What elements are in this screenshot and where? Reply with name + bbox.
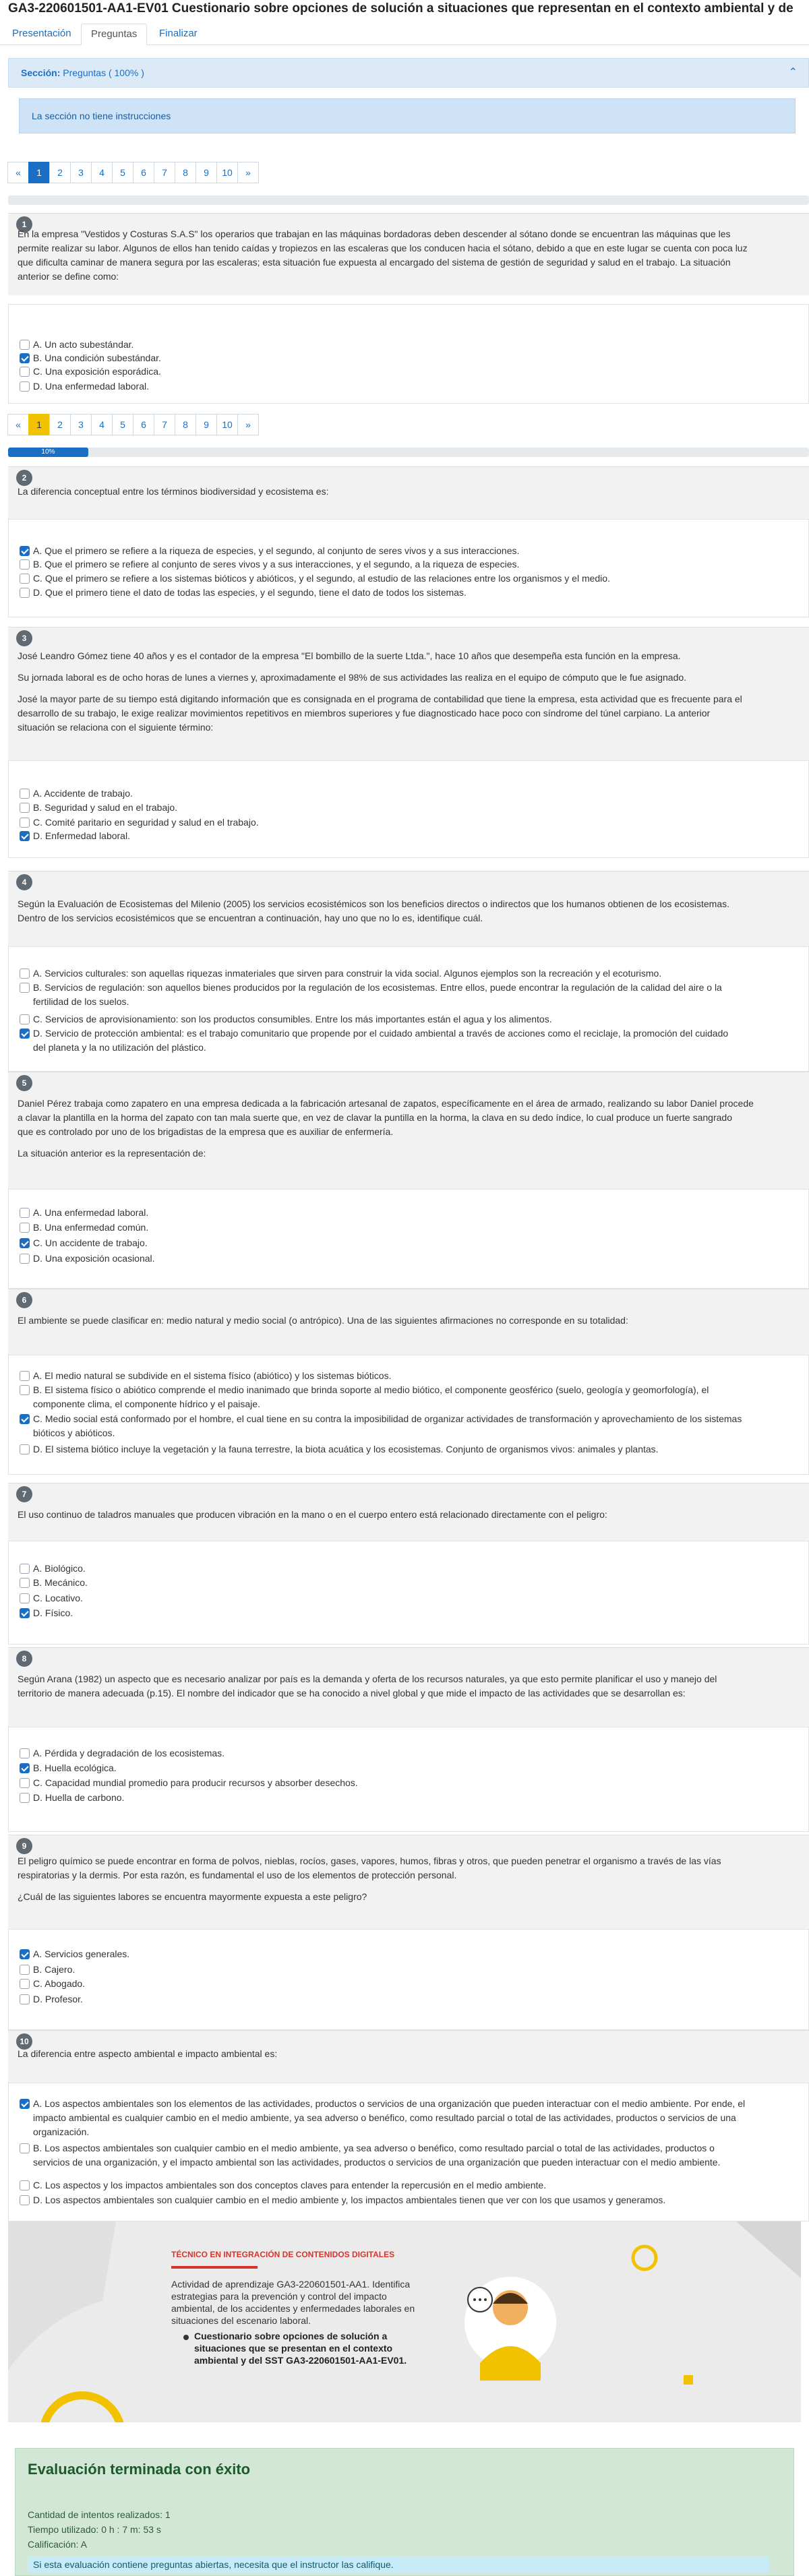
option-label: del planeta y la no utilización del plástico. <box>33 1042 206 1053</box>
option-checkbox[interactable] <box>20 1979 30 1989</box>
option-label: fertilidad de los suelos. <box>33 996 129 1007</box>
question-text-line: desarrollo de su trabajo, le exige realizar movimientos repetitivos en miembros superiores y fue diagnosticado hace poco con síndrome del túnel carpiano. La anterior <box>18 708 711 718</box>
option-checkbox[interactable] <box>20 1029 30 1039</box>
pager-page[interactable]: 3 <box>70 162 92 183</box>
option-d[interactable] <box>20 1606 795 1620</box>
question-text <box>18 649 800 735</box>
option-label: D. El sistema biótico incluye la vegetación y la fauna terrestre, la biota acuática y los ecosistemas. Conjunto de organismos vivos: animales y plantas. <box>33 1444 659 1454</box>
question-text <box>18 485 800 499</box>
option-checkbox[interactable] <box>20 1994 30 2004</box>
question-text-line: Daniel Pérez trabaja como zapatero en una empresa dedicada a la fabricación artesanal de zapatos, específicamente en el área de armado, realizando su labor Daniel procede <box>18 1098 754 1109</box>
question-block <box>8 1289 809 1355</box>
option-label: A. Pérdida y degradación de los ecosistemas. <box>33 1748 225 1758</box>
option-b[interactable] <box>20 1576 795 1590</box>
chevron-up-icon[interactable]: ⌃ <box>788 67 798 78</box>
option-checkbox[interactable] <box>20 1748 30 1758</box>
section-header[interactable] <box>8 58 809 88</box>
option-b[interactable] <box>20 1383 795 1411</box>
course-banner <box>8 2221 801 2422</box>
option-label: organización. <box>33 2126 90 2137</box>
pager-next[interactable]: » <box>237 162 259 183</box>
option-label: C. Los aspectos y los impactos ambientales son dos conceptos claves para entender la repercusión en el medio ambiente. <box>33 2180 547 2190</box>
question-text <box>18 1314 800 1328</box>
banner-body-line: situaciones del escenario laboral. <box>171 2315 311 2326</box>
red-underline <box>171 2266 258 2269</box>
option-a[interactable] <box>20 544 795 558</box>
option-c[interactable] <box>20 1012 795 1026</box>
option-label: A. Los aspectos ambientales son los elementos de las actividades, productos o servicios de una organización que pueden interactuar con el medio ambiente. Por ende, el <box>33 2098 746 2109</box>
option-checkbox[interactable] <box>20 353 30 363</box>
option-checkbox[interactable] <box>20 789 30 799</box>
question-text-line: respiratorias y la dermis. Por esta razón, es fundamental el uso de los elementos de protección personal. <box>18 1870 457 1880</box>
pager-page[interactable]: 4 <box>91 414 113 435</box>
option-c[interactable] <box>20 816 795 830</box>
pager-page[interactable]: 9 <box>196 162 217 183</box>
option-label: D. Físico. <box>33 1607 73 1618</box>
option-d[interactable] <box>20 586 795 600</box>
question-number: 8 <box>16 1651 32 1667</box>
question-text-line <box>18 1139 800 1146</box>
option-checkbox[interactable] <box>20 1385 30 1395</box>
tab-finalizar[interactable]: Finalizar <box>159 28 198 39</box>
option-checkbox[interactable] <box>20 1444 30 1454</box>
option-label: D. Profesor. <box>33 1994 83 2004</box>
option-checkbox[interactable] <box>20 969 30 979</box>
option-c[interactable] <box>20 572 795 586</box>
banner-bullet-line: ambiental y del SST GA3-220601501-AA1-EV01. <box>194 2355 407 2366</box>
option-a[interactable] <box>20 1947 795 1961</box>
options-block <box>8 760 809 858</box>
option-c[interactable] <box>20 1776 795 1790</box>
question-text-line: a clavar la plantilla en la horma del zapato con tan mala suerte que, en vez de clavar la puntilla en la horma, la clava en su dedo índice, lo cual produce un fuerte sangrado <box>18 1112 732 1123</box>
option-checkbox[interactable] <box>20 2143 30 2153</box>
banner-body-line: estrategias para la prevención y control del impacto <box>171 2291 387 2302</box>
option-c[interactable] <box>20 2178 795 2192</box>
question-text <box>18 1854 800 1904</box>
options-block <box>8 1929 809 2030</box>
question-text-line: El uso continuo de taladros manuales que producen vibración en la mano o en el cuerpo entero está relacionado directamente con el peligro: <box>18 1509 607 1520</box>
option-label: D. Los aspectos ambientales son cualquier cambio en el medio ambiente y, los impactos ambientales tienen que ver con los que usamos y generamos. <box>33 2195 666 2205</box>
option-d[interactable] <box>20 829 795 843</box>
options-block <box>8 519 809 617</box>
question-number: 6 <box>16 1292 32 1308</box>
option-a[interactable] <box>20 967 795 981</box>
page-title: GA3-220601501-AA1-EV01 Cuestionario sobre opciones de solución a situaciones que representan en el contexto ambiental y de <box>8 1 793 16</box>
option-checkbox[interactable] <box>20 818 30 828</box>
pager-page[interactable]: 7 <box>154 162 175 183</box>
question-number: 3 <box>16 630 32 646</box>
question-number: 1 <box>16 216 32 233</box>
pager-page[interactable]: 6 <box>133 414 154 435</box>
option-label: D. Una exposición ocasional. <box>33 1253 155 1264</box>
pager-prev[interactable]: « <box>7 162 29 183</box>
question-text-line: El ambiente se puede clasificar en: medio natural y medio social (o antrópico). Una de las siguientes afirmaciones no corresponde en su totalidad: <box>18 1315 628 1326</box>
option-checkbox[interactable] <box>20 2195 30 2205</box>
tab-preguntas[interactable]: Preguntas <box>81 24 147 45</box>
result-panel <box>15 2448 794 2576</box>
option-checkbox[interactable] <box>20 1014 30 1024</box>
option-d[interactable] <box>20 2193 795 2207</box>
question-text-line: que es controlado por uno de los brigadistas de la empresa que es auxiliar de enfermería. <box>18 1126 394 1137</box>
question-text-line: El peligro químico se puede encontrar en forma de polvos, nieblas, rocíos, gases, vapores, humos, fibras y otros, que pueden penetrar el organismo a través de las vías <box>18 1856 721 1866</box>
option-checkbox[interactable] <box>20 340 30 350</box>
pager-page[interactable]: 4 <box>91 162 113 183</box>
option-b[interactable] <box>20 2141 795 2170</box>
option-b[interactable] <box>20 981 795 1009</box>
option-label: D. Huella de carbono. <box>33 1792 125 1803</box>
option-a[interactable] <box>20 1746 795 1760</box>
option-label: C. Medio social está conformado por el hombre, el cual tiene en su contra la imposibilidad de organizar actividades de transformación y aprovechamiento de los sistemas <box>33 1413 742 1424</box>
option-c[interactable] <box>20 1591 795 1605</box>
question-number: 10 <box>16 2033 32 2050</box>
option-label: A. Biológico. <box>33 1563 86 1574</box>
option-label: B. Que el primero se refiere al conjunto de seres vivos y a sus interacciones, y el segundo, a la riqueza de especies. <box>33 559 520 570</box>
banner-heading: TÉCNICO EN INTEGRACIÓN DE CONTENIDOS DIGITALES <box>171 2250 395 2259</box>
question-text-line: José la mayor parte de su tiempo está digitando información que es consignada en el programa de contabilidad que tiene la empresa, esta actividad que es frecuente para el <box>18 694 742 704</box>
option-label: C. Abogado. <box>33 1978 86 1989</box>
question-text-line: Su jornada laboral es de ocho horas de lunes a viernes y, aproximadamente el 98% de sus actividades las realiza en el equipo de cómputo que le fue asignado. <box>18 672 687 683</box>
option-label: B. Una condición subestándar. <box>33 352 161 363</box>
question-text-line: permite realizar su labor. Algunos de ellos han tenido caídas y tropiezos en las escaleras que los conducen hacia el sótano, debido a que en este lugar se cuenta con poca luz <box>18 243 748 253</box>
option-c[interactable] <box>20 365 795 379</box>
option-c[interactable] <box>20 1236 795 1250</box>
question-text <box>18 1672 800 1700</box>
options-block <box>8 304 809 404</box>
option-a[interactable] <box>20 1369 795 1383</box>
option-label: servicios de una organización, y el impacto ambiental son las actividades, productos o servicios de una organización que pueden interactuar con el medio ambiente. <box>33 2157 721 2168</box>
option-label: componente clima, el componente hídrico y el paisaje. <box>33 1399 260 1409</box>
option-label: C. Capacidad mundial promedio para producir recursos y absorber desechos. <box>33 1777 358 1788</box>
option-d[interactable] <box>20 379 795 394</box>
option-label: A. Una enfermedad laboral. <box>33 1207 149 1218</box>
option-label: impacto ambiental es cualquier cambio en el medio ambiente, ya sea adverso o benéfico, como resultado parcial o total de las actividades, productos o servicios de una <box>33 2112 736 2123</box>
banner-body-line: Actividad de aprendizaje GA3-220601501-AA1. Identifica <box>171 2279 411 2290</box>
question-block <box>8 1483 809 1541</box>
banner-bullet-line: situaciones que se presentan en el contexto <box>194 2343 393 2354</box>
time-text: Tiempo utilizado: 0 h : 7 m: 53 s <box>28 2524 161 2535</box>
option-a[interactable] <box>20 2097 795 2139</box>
open-questions-note: Si esta evaluación contiene preguntas abiertas, necesita que el instructor las califique. <box>28 2556 769 2573</box>
options-block <box>8 1189 809 1289</box>
option-label: A. El medio natural se subdivide en el sistema físico (abiótico) y los sistemas bióticos. <box>33 1370 392 1381</box>
option-b[interactable] <box>20 351 795 365</box>
question-block <box>8 871 809 946</box>
option-d[interactable] <box>20 1791 795 1805</box>
option-checkbox[interactable] <box>20 1238 30 1248</box>
option-checkbox[interactable] <box>20 803 30 813</box>
option-checkbox[interactable] <box>20 1793 30 1803</box>
pagination-top <box>8 162 259 183</box>
option-checkbox[interactable] <box>20 1208 30 1218</box>
pagination-inline <box>8 414 259 435</box>
question-number: 7 <box>16 1486 32 1502</box>
question-number: 4 <box>16 874 32 890</box>
pager-page[interactable]: 5 <box>112 414 133 435</box>
pager-page[interactable]: 9 <box>196 414 217 435</box>
question-text <box>18 1508 800 1522</box>
section-value: Preguntas ( 100% ) <box>63 67 144 78</box>
option-c[interactable] <box>20 1412 795 1440</box>
pager-page[interactable]: 8 <box>175 162 196 183</box>
option-a[interactable] <box>20 1562 795 1576</box>
option-d[interactable] <box>20 1442 795 1456</box>
option-d[interactable] <box>20 1026 795 1055</box>
options-block <box>8 946 809 1072</box>
option-checkbox[interactable] <box>20 1608 30 1618</box>
option-label: C. Servicios de aprovisionamiento: son los productos consumibles. Entre los más importantes están el agua y los alimentos. <box>33 1014 552 1024</box>
banner-body <box>171 2278 468 2327</box>
question-text-line: Dentro de los servicios ecosistémicos que se encuentran a continuación, hay uno que no lo es, identifique cuál. <box>18 913 483 923</box>
option-checkbox[interactable] <box>20 588 30 598</box>
grade-text: Calificación: A <box>28 2539 87 2550</box>
question-text <box>18 897 800 925</box>
pager-page[interactable]: 2 <box>49 414 71 435</box>
banner-bullet-line: Cuestionario sobre opciones de solución a <box>194 2331 388 2341</box>
option-checkbox[interactable] <box>20 1564 30 1574</box>
option-checkbox[interactable] <box>20 1965 30 1975</box>
option-label: C. Una exposición esporádica. <box>33 366 161 377</box>
option-label: C. Locativo. <box>33 1593 83 1603</box>
option-label: bióticos y abióticos. <box>33 1428 115 1438</box>
section-label: Sección: <box>21 67 61 78</box>
option-a[interactable] <box>20 1206 795 1220</box>
option-checkbox[interactable] <box>20 559 30 570</box>
pager-page[interactable]: 3 <box>70 414 92 435</box>
tab-bar <box>0 21 809 45</box>
tab-presentacion[interactable]: Presentación <box>12 28 71 39</box>
option-b[interactable] <box>20 801 795 815</box>
attempts-text: Cantidad de intentos realizados: 1 <box>28 2509 171 2520</box>
option-b[interactable] <box>20 1221 795 1235</box>
question-text-line <box>18 663 800 671</box>
option-label: B. El sistema físico o abiótico comprende el medio inanimado que brinda soporte al medio biótico, el componente geosférico (suelo, geología y geomorfología), el <box>33 1384 709 1395</box>
option-checkbox[interactable] <box>20 1578 30 1588</box>
question-block <box>8 213 809 295</box>
question-block <box>8 1835 809 1929</box>
pager-page[interactable]: 10 <box>216 162 238 183</box>
option-checkbox[interactable] <box>20 1763 30 1773</box>
question-text-line: La diferencia conceptual entre los términos biodiversidad y ecosistema es: <box>18 486 329 497</box>
pager-page[interactable]: 5 <box>112 162 133 183</box>
section-instructions: La sección no tiene instrucciones <box>19 98 796 133</box>
option-label: C. Un accidente de trabajo. <box>33 1237 148 1248</box>
question-number: 5 <box>16 1075 32 1091</box>
banner-bullet <box>194 2330 477 2366</box>
progress-fill: 10% <box>8 448 88 457</box>
pager-page[interactable]: 8 <box>175 414 196 435</box>
pager-page[interactable]: 1 <box>28 162 50 183</box>
option-label: B. Cajero. <box>33 1964 76 1975</box>
progress-bar <box>8 448 809 457</box>
option-label: B. Seguridad y salud en el trabajo. <box>33 802 178 813</box>
question-text-line <box>18 685 800 692</box>
question-text <box>18 1097 800 1161</box>
option-label: B. Huella ecológica. <box>33 1762 117 1773</box>
option-label: B. Servicios de regulación: son aquellos bienes producidos por la regulación de los ecosistemas. Entre ellos, puede encontrar la regulación de la calidad del aire o la <box>33 982 722 993</box>
option-checkbox[interactable] <box>20 2180 30 2190</box>
option-label: A. Servicios generales. <box>33 1949 130 1959</box>
option-checkbox[interactable] <box>20 1949 30 1959</box>
pager-page[interactable]: 10 <box>216 414 238 435</box>
question-text-line: Según la Evaluación de Ecosistemas del Milenio (2005) los servicios ecosistémicos son los beneficios directos o indirectos que los humanos obtienen de los ecosistemas. <box>18 898 729 909</box>
question-text-line: En la empresa "Vestidos y Costuras S.A.S" los operarios que trabajan en las máquinas bordadoras deben descender al sótano donde se encuentran las máquinas que les <box>18 228 731 239</box>
question-block <box>8 1072 809 1189</box>
question-text <box>18 2047 800 2061</box>
question-text <box>18 227 800 284</box>
options-block <box>8 1355 809 1475</box>
option-checkbox[interactable] <box>20 367 30 377</box>
option-label: D. Enfermedad laboral. <box>33 830 130 841</box>
option-checkbox[interactable] <box>20 1414 30 1424</box>
option-label: A. Un acto subestándar. <box>33 339 134 350</box>
option-label: C. Comité paritario en seguridad y salud en el trabajo. <box>33 817 259 828</box>
option-checkbox[interactable] <box>20 1371 30 1381</box>
option-checkbox[interactable] <box>20 1223 30 1233</box>
option-label: D. Que el primero tiene el dato de todas las especies, y el segundo, tiene el dato de todos los sistemas. <box>33 587 467 598</box>
option-d[interactable] <box>20 1252 795 1266</box>
option-checkbox[interactable] <box>20 381 30 392</box>
question-text-line: La situación anterior es la representación de: <box>18 1148 206 1159</box>
question-text-line: ¿Cuál de las siguientes labores se encuentra mayormente expuesta a este peligro? <box>18 1891 367 1902</box>
option-label: B. Mecánico. <box>33 1577 88 1588</box>
question-number: 9 <box>16 1838 32 1854</box>
options-block <box>8 2083 809 2221</box>
result-title: Evaluación terminada con éxito <box>28 2461 251 2478</box>
option-label: C. Que el primero se refiere a los sistemas bióticos y abióticos, y el segundo, al estudio de las relaciones entre los organismos y el medio. <box>33 573 610 584</box>
option-checkbox[interactable] <box>20 546 30 556</box>
yellow-square-shape <box>684 2375 693 2385</box>
option-label: A. Accidente de trabajo. <box>33 788 133 799</box>
divider-bar <box>8 195 809 205</box>
question-text-line: anterior se define como: <box>18 271 119 282</box>
question-text-line: Según Arana (1982) un aspecto que es necesario analizar por país es la demanda y oferta de los recursos naturales, ya que esto permite planificar el uso y manejo del <box>18 1674 717 1684</box>
option-label: B. Una enfermedad común. <box>33 1222 149 1233</box>
option-checkbox[interactable] <box>20 1593 30 1603</box>
options-block <box>8 1727 809 1832</box>
pager-page[interactable]: 7 <box>154 414 175 435</box>
option-checkbox[interactable] <box>20 831 30 841</box>
options-block <box>8 1541 809 1645</box>
option-checkbox[interactable] <box>20 1778 30 1788</box>
pager-page[interactable]: 2 <box>49 162 71 183</box>
question-text-line: José Leandro Gómez tiene 40 años y es el contador de la empresa "El bombillo de la suerte Ltda.", hace 10 años que desempeña esta función en la empresa. <box>18 650 681 661</box>
option-checkbox[interactable] <box>20 2099 30 2109</box>
question-block <box>8 2030 809 2083</box>
question-block <box>8 466 809 519</box>
option-label: A. Que el primero se refiere a la riqueza de especies, y el segundo, al conjunto de seres vivos y a sus interacciones. <box>33 545 520 556</box>
pager-page[interactable]: 6 <box>133 162 154 183</box>
option-a[interactable] <box>20 787 795 801</box>
question-text-line: que dificulta caminar de manera segura por las escaleras; esta situación fue expuesta al encargado del sistema de gestión de seguridad y salud en el trabajo. La situación <box>18 257 731 268</box>
option-checkbox[interactable] <box>20 983 30 993</box>
question-block <box>8 627 809 760</box>
question-block <box>8 1647 809 1727</box>
question-text-line: situación se relaciona con el siguiente término: <box>18 722 214 733</box>
option-label: D. Servicio de protección ambiental: es el trabajo comunitario que propende por el cuidado ambiental a través de acciones como el reciclaje, la promoción del cuidado <box>33 1028 729 1039</box>
pager-page[interactable]: 1 <box>28 414 50 435</box>
option-label: B. Los aspectos ambientales son cualquier cambio en el medio ambiente, ya sea adverso o benéfico, como resultado parcial o total de las actividades, productos o <box>33 2143 715 2153</box>
pager-prev[interactable]: « <box>7 414 29 435</box>
question-text-line: territorio de manera adecuada (p.15). El nombre del indicador que se ha conocido a nivel global y que mide el impacto de las actividades que se desarrollan es: <box>18 1688 686 1698</box>
option-b[interactable] <box>20 1963 795 1977</box>
option-d[interactable] <box>20 1992 795 2006</box>
question-text-line: La diferencia entre aspecto ambiental e impacto ambiental es: <box>18 2048 278 2059</box>
option-a[interactable] <box>20 338 795 352</box>
option-label: A. Servicios culturales: son aquellas riquezas inmateriales que sirven para construir la vida social. Algunos ejemplos son la recreación y el ecoturismo. <box>33 968 662 979</box>
option-b[interactable] <box>20 557 795 572</box>
pager-next[interactable]: » <box>237 414 259 435</box>
question-number: 2 <box>16 470 32 486</box>
banner-body-line: ambiental, de los accidentes y enfermedades laborales en <box>171 2303 415 2314</box>
option-checkbox[interactable] <box>20 574 30 584</box>
bullet-icon <box>183 2335 189 2340</box>
option-c[interactable] <box>20 1977 795 1991</box>
option-label: D. Una enfermedad laboral. <box>33 381 149 392</box>
option-b[interactable] <box>20 1761 795 1775</box>
question-text-line <box>18 1882 800 1890</box>
option-checkbox[interactable] <box>20 1254 30 1264</box>
